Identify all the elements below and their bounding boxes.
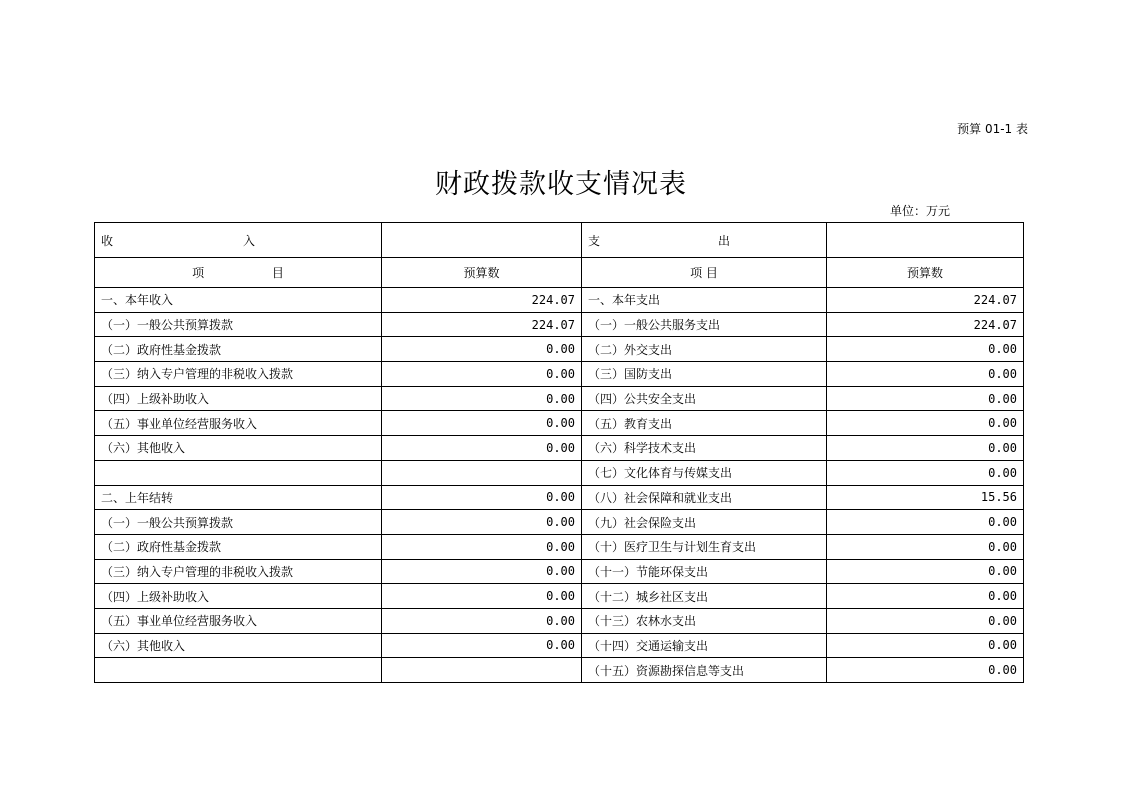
income-item-cell: （四）上级补助收入 [95, 386, 382, 411]
income-value-cell [382, 658, 582, 683]
expense-item-cell: （七）文化体育与传媒支出 [582, 460, 827, 485]
income-item-cell: （四）上级补助收入 [95, 584, 382, 609]
table-row [95, 510, 1024, 535]
expense-value-cell: 0.00 [827, 633, 1024, 658]
income-value-cell: 0.00 [382, 411, 582, 436]
income-value-cell: 0.00 [382, 559, 582, 584]
income-value-cell: 0.00 [382, 337, 582, 362]
expense-value-cell: 0.00 [827, 584, 1024, 609]
expense-value-cell: 0.00 [827, 337, 1024, 362]
expense-item-cell: （十二）城乡社区支出 [582, 584, 827, 609]
unit-label: 单位：万元 [890, 204, 951, 218]
expense-item-cell: 一、本年支出 [582, 288, 827, 313]
expense-value-cell: 0.00 [827, 658, 1024, 683]
income-header-char2: 入 [242, 233, 255, 248]
table-row [95, 312, 1024, 337]
expense-value-cell: 0.00 [827, 608, 1024, 633]
item-header-char1: 项 [192, 266, 205, 280]
expense-item-cell: （八）社会保障和就业支出 [582, 485, 827, 510]
expense-value-cell: 15.56 [827, 485, 1024, 510]
income-item-cell: （一）一般公共预算拨款 [95, 312, 382, 337]
income-item-cell: 一、本年收入 [95, 288, 382, 313]
expense-value-cell: 0.00 [827, 460, 1024, 485]
income-value-cell: 224.07 [382, 288, 582, 313]
expense-item-cell: （六）科学技术支出 [582, 436, 827, 461]
income-item-cell: 二、上年结转 [95, 485, 382, 510]
expense-item-cell: （十三）农林水支出 [582, 608, 827, 633]
income-item-cell: （五）事业单位经营服务收入 [95, 411, 382, 436]
expense-item-cell: （十五）资源勘探信息等支出 [582, 658, 827, 683]
income-value-cell: 0.00 [382, 362, 582, 387]
expense-item-cell: （二）外交支出 [582, 337, 827, 362]
income-value-cell: 0.00 [382, 608, 582, 633]
expense-item-cell: （九）社会保险支出 [582, 510, 827, 535]
table-row [95, 559, 1024, 584]
table-row [95, 584, 1024, 609]
expense-value-cell: 0.00 [827, 362, 1024, 387]
column-header-row [95, 258, 1024, 288]
income-header-char1: 收 [101, 233, 114, 248]
table-row [95, 288, 1024, 313]
income-item-cell: （三）纳入专户管理的非税收入拨款 [95, 559, 382, 584]
income-value-cell: 0.00 [382, 633, 582, 658]
income-item-cell: （一）一般公共预算拨款 [95, 510, 382, 535]
table-row [95, 633, 1024, 658]
expense-item-cell: （五）教育支出 [582, 411, 827, 436]
income-item-cell: （二）政府性基金拨款 [95, 534, 382, 559]
expense-item-cell: （三）国防支出 [582, 362, 827, 387]
income-value-cell: 0.00 [382, 485, 582, 510]
expense-value-cell: 0.00 [827, 559, 1024, 584]
income-value-cell: 0.00 [382, 386, 582, 411]
expense-header-cell [582, 223, 827, 258]
page-title: 财政拨款收支情况表 [435, 169, 687, 200]
expense-value-cell: 224.07 [827, 288, 1024, 313]
item-header-char2: 目 [271, 266, 284, 280]
income-value-cell [382, 460, 582, 485]
income-value-cell: 224.07 [382, 312, 582, 337]
expense-value-cell: 0.00 [827, 510, 1024, 535]
income-header-cell [95, 223, 382, 258]
table-row [95, 362, 1024, 387]
expense-header-char2: 出 [717, 233, 730, 248]
budget-header-left: 预算数 [382, 258, 582, 288]
table-row [95, 337, 1024, 362]
income-item-cell: （五）事业单位经营服务收入 [95, 608, 382, 633]
table-row [95, 534, 1024, 559]
income-value-cell: 0.00 [382, 510, 582, 535]
expense-value-cell: 0.00 [827, 386, 1024, 411]
income-item-cell: （二）政府性基金拨款 [95, 337, 382, 362]
budget-table [94, 222, 1024, 683]
expense-header-char1: 支 [588, 233, 601, 248]
form-code: 预算 01-1 表 [957, 122, 1028, 136]
budget-header-right: 预算数 [827, 258, 1024, 288]
table-row [95, 485, 1024, 510]
expense-value-cell: 0.00 [827, 411, 1024, 436]
income-header-blank [382, 223, 582, 258]
expense-header-blank [827, 223, 1024, 258]
income-value-cell: 0.00 [382, 584, 582, 609]
table-row [95, 460, 1024, 485]
table-row [95, 386, 1024, 411]
section-header-row [95, 223, 1024, 258]
item-header-right: 项 目 [582, 258, 827, 288]
expense-item-cell: （十）医疗卫生与计划生育支出 [582, 534, 827, 559]
income-value-cell: 0.00 [382, 436, 582, 461]
income-item-cell: （六）其他收入 [95, 436, 382, 461]
income-item-cell [95, 658, 382, 683]
income-item-cell: （三）纳入专户管理的非税收入拨款 [95, 362, 382, 387]
expense-value-cell: 224.07 [827, 312, 1024, 337]
expense-item-cell: （十四）交通运输支出 [582, 633, 827, 658]
expense-value-cell: 0.00 [827, 534, 1024, 559]
expense-item-cell: （十一）节能环保支出 [582, 559, 827, 584]
item-header-left [95, 258, 382, 288]
table-row [95, 411, 1024, 436]
table-row [95, 436, 1024, 461]
table-row [95, 608, 1024, 633]
income-item-cell [95, 460, 382, 485]
expense-value-cell: 0.00 [827, 436, 1024, 461]
income-item-cell: （六）其他收入 [95, 633, 382, 658]
expense-item-cell: （四）公共安全支出 [582, 386, 827, 411]
table-row [95, 658, 1024, 683]
expense-item-cell: （一）一般公共服务支出 [582, 312, 827, 337]
income-value-cell: 0.00 [382, 534, 582, 559]
